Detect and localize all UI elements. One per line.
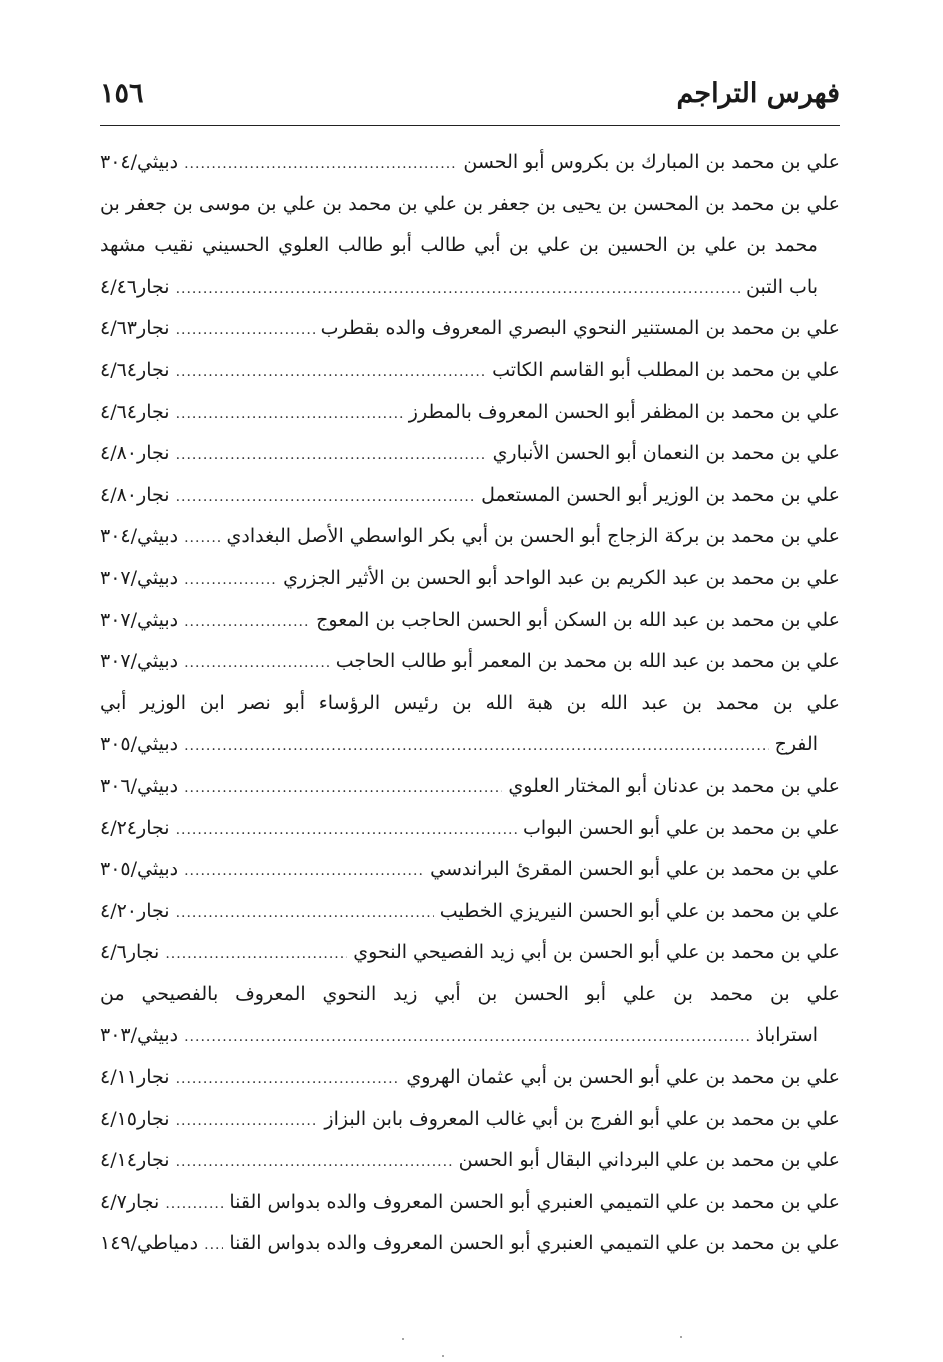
dot-leader [184,768,502,810]
entry-name: علي بن محمد بن علي أبو الحسن بن أبي زيد الفصيحي النحوي [353,941,840,964]
entry-source-reference: نجار٤/٧ [100,1190,160,1213]
index-entry [100,142,840,184]
entry-continuation-line: علي بن محمد بن علي أبو الحسن بن أبي زيد النحوي المعروف بالفصيحي من [100,982,840,1005]
dot-leader [184,560,277,602]
entry-line [100,350,840,392]
index-entry [100,808,840,850]
entry-source-reference: دبيثي/٣٠٣ [100,1024,179,1047]
entry-name: علي بن محمد بن عدنان أبو المختار العلوي [508,774,840,797]
entry-source-reference: نجار٤/١٤ [100,1149,170,1172]
dot-leader [176,352,487,394]
index-entry [100,1057,840,1099]
entry-line [100,392,840,434]
dot-leader [176,435,487,477]
entry-name: علي بن محمد بن المظفر أبو الحسن المعروف بالمطرز [408,400,840,423]
entry-name: علي بن محمد بن عبد الله بن محمد بن المعمر أبو طالب الحاجب [335,650,840,673]
entry-source-reference: دبيثي/٣٠٤ [100,525,179,548]
index-entry [100,891,840,933]
entry-line [100,1015,840,1057]
entry-line [100,849,840,891]
entry-continuation-line: محمد بن علي بن الحسين بن علي بن أبي طالب أبو طالب العلوي الحسيني نقيب مشهد [100,234,818,257]
entry-line [100,1057,840,1099]
dot-leader [176,477,476,519]
index-entry [100,1140,840,1182]
entry-line [100,1223,840,1265]
entry-name: علي بن محمد بن المبارك بن بكروس أبو الحسن [463,151,840,173]
dot-leader [176,310,315,352]
index-entry [100,766,840,808]
biography-index-list [100,142,840,1265]
entry-line [100,600,840,642]
entry-name: باب التبن [745,275,818,298]
index-entry [100,558,840,600]
dot-leader [184,602,310,644]
index-entry [100,433,840,475]
entry-line [100,891,840,933]
entry-source-reference: دبيثي/٣٠٧ [100,566,179,589]
page-title: فهرس التراجم [676,78,840,109]
entry-source-reference: دبيثي/٣٠٥ [100,858,179,881]
dot-leader [204,1225,223,1267]
index-entry [100,516,840,558]
index-entry [100,683,840,766]
entry-name: علي بن محمد بن عبد الله بن السكن أبو الحسن الحاجب بن المعوج [316,608,840,631]
entry-name: علي بن محمد بن علي أبو الحسن بن أبي عثمان الهروي [406,1066,840,1089]
entry-line [100,475,840,517]
paper-speck [442,1355,444,1357]
entry-source-reference: نجار٤/١٥ [100,1107,170,1130]
paper-speck [402,1338,404,1340]
index-entry [100,392,840,434]
index-entry [100,932,840,974]
entry-line [100,808,840,850]
entry-source-reference: نجار٤/٦ [100,941,160,964]
entry-line [100,766,840,808]
dot-leader [176,269,740,311]
dot-leader [176,1101,319,1143]
entry-name: علي بن محمد بن الوزير أبو الحسن المستعمل [481,483,840,506]
index-entry [100,1099,840,1141]
dot-leader [184,144,457,186]
entry-name: علي بن محمد بن علي التميمي العنبري أبو الحسن المعروف والده بدواس القنا [229,1190,840,1213]
dot-leader [184,518,220,560]
dot-leader [184,1017,750,1059]
entry-name: الفرج [774,733,818,756]
entry-source-reference: نجار٤/٦٤ [100,358,170,381]
entry-line [100,641,840,683]
entry-source-reference: دبيثي/٣٠٦ [100,774,179,797]
entry-line [100,1182,840,1224]
index-entry [100,1182,840,1224]
entry-name: علي بن محمد بن النعمان أبو الحسن الأنباري [492,442,840,465]
entry-source-reference: دبيثي/٣٠٤ [100,151,179,173]
entry-continuation-line: علي بن محمد بن المحسن بن يحيى بن جعفر بن علي بن محمد بن علي بن موسى بن جعفر بن [100,192,840,215]
page-number: ١٥٦ [100,78,144,109]
entry-name: علي بن محمد بن علي أبو الحسن النيريزي الخطيب [439,899,840,922]
entry-name: علي بن محمد بن علي البرداني البقال أبو الحسن [458,1149,840,1172]
entry-line [100,1140,840,1182]
dot-leader [184,643,330,685]
entry-line [100,932,840,974]
entry-source-reference: نجار٤/٢٠ [100,899,170,922]
entry-source-reference: نجار٤/٨٠ [100,483,170,506]
entry-name: علي بن محمد بن علي أبو الحسن المقرئ البراندسي [430,858,840,881]
entry-line [100,433,840,475]
index-entry [100,475,840,517]
entry-name: علي بن محمد بن علي أبو الحسن البواب [522,816,840,839]
dot-leader [184,851,424,893]
entry-continuation-line: علي بن محمد بن عبد الله بن هبة الله بن رئيس الرؤساء أبو نصر ابن الوزير أبي [100,691,840,714]
entry-name: علي بن محمد بن علي أبو الفرج بن أبي غالب المعروف بابن البزاز [324,1107,840,1130]
entry-line [100,142,840,184]
index-entry [100,350,840,392]
index-entry [100,974,840,1057]
entry-name: علي بن محمد بن علي التميمي العنبري أبو الحسن المعروف والده بدواس القنا [229,1232,840,1255]
dot-leader [176,394,403,436]
entry-line [100,724,840,766]
dot-leader [165,934,347,976]
paper-speck [680,1336,682,1338]
index-entry [100,849,840,891]
entry-source-reference: دبيثي/٣٠٥ [100,733,179,756]
dot-leader [165,1184,223,1226]
index-entry [100,308,840,350]
entry-name: استراباذ [755,1024,818,1047]
entry-source-reference: دبيثي/٣٠٧ [100,650,179,673]
entry-line [100,558,840,600]
entry-line [100,516,840,558]
dot-leader [176,1059,401,1101]
entry-name: علي بن محمد بن المطلب أبو القاسم الكاتب [492,358,840,381]
entry-name: علي بن محمد بن بركة الزجاج أبو الحسن بن أبي بكر الواسطي الأصل البغدادي [226,525,840,548]
entry-line [100,267,840,309]
entry-source-reference: نجار٤/٤٦ [100,275,170,298]
entry-source-reference: نجار٤/٦٤ [100,400,170,423]
index-entry [100,600,840,642]
header-divider [100,125,840,126]
dot-leader [176,1142,453,1184]
page-header [100,72,840,122]
entry-source-reference: نجار٤/٨٠ [100,442,170,465]
entry-name: علي بن محمد بن المستنير النحوي البصري المعروف والده بقطرب [320,317,840,340]
index-entry [100,641,840,683]
dot-leader [176,893,434,935]
dot-leader [176,810,517,852]
index-entry [100,184,840,309]
entry-line [100,308,840,350]
entry-source-reference: نجار٤/٢٤ [100,816,170,839]
entry-source-reference: نجار٤/٦٣ [100,317,170,340]
entry-line [100,1099,840,1141]
entry-source-reference: دبيثي/٣٠٧ [100,608,179,631]
entry-source-reference: دمياطي/١٤٩ [100,1232,199,1255]
entry-name: علي بن محمد بن عبد الكريم بن عبد الواحد أبو الحسن بن الأثير الجزري [283,566,840,589]
entry-source-reference: نجار٤/١١ [100,1066,170,1089]
index-entry [100,1223,840,1265]
dot-leader [184,726,768,768]
